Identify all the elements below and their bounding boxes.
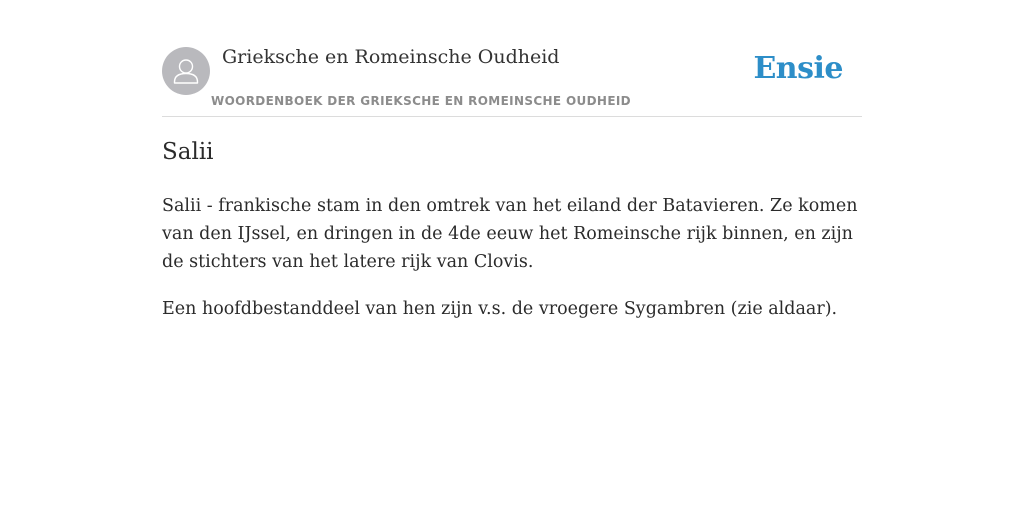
ensie-logo[interactable]: Ensie bbox=[753, 51, 843, 86]
header bbox=[162, 0, 862, 117]
avatar[interactable] bbox=[162, 47, 210, 95]
entry-body bbox=[162, 192, 862, 342]
source-title[interactable]: Griekschе en Romeinsche Oudheid bbox=[222, 46, 560, 68]
entry-title: Salii bbox=[162, 139, 214, 165]
source-subtitle: WOORDENBOEK DER GRIEKSCHE EN ROMEINSCHE OUDHEID bbox=[211, 94, 631, 108]
page bbox=[162, 0, 862, 319]
entry-paragraph: Een hoofdbestanddeel van hen zijn v.s. de vroegere Sygambren (zie aldaar). bbox=[162, 299, 838, 319]
entry-paragraph: Salii - frankische stam in den omtrek van het eiland der Batavieren. Ze komen van den IJssel, en dringen in de 4de eeuw het Romeinsche rijk binnen, en zijn de stichters van het latere rijk van Clovis. bbox=[162, 196, 858, 272]
